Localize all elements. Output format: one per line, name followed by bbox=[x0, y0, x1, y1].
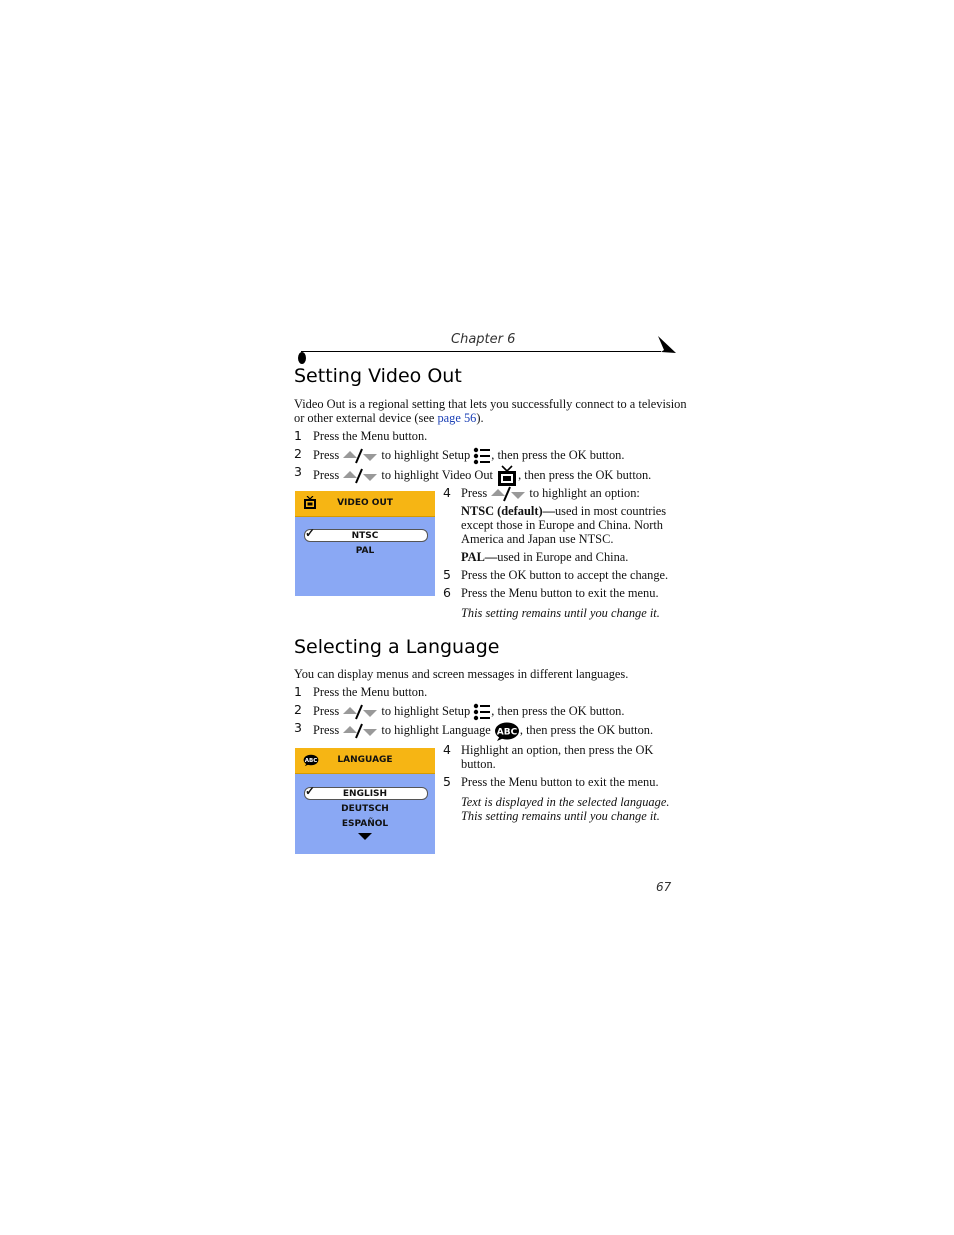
step-text bbox=[461, 743, 653, 771]
ntsc-text2: except those in Europe and China. North bbox=[461, 518, 663, 532]
step-mid: to highlight an option: bbox=[526, 486, 640, 500]
lcd-option-english[interactable]: ENGLISH bbox=[342, 789, 388, 799]
step-number: 5 bbox=[443, 774, 451, 789]
step-number: 1 bbox=[294, 684, 302, 699]
checkmark-icon: ✓ bbox=[305, 526, 316, 540]
step-number: 6 bbox=[443, 585, 451, 600]
lcd-option-pal[interactable]: PAL bbox=[355, 546, 375, 556]
step-number: 2 bbox=[294, 702, 302, 717]
step-text bbox=[313, 447, 624, 465]
step-post: , then press the OK button. bbox=[491, 703, 625, 718]
step-mid: to highlight Language bbox=[378, 722, 494, 737]
step-line2: button. bbox=[461, 757, 496, 771]
intro-line2-b: ). bbox=[476, 411, 484, 425]
pal-description bbox=[461, 550, 628, 564]
intro-line1: Video Out is a regional setting that lets you successfully connect to a television bbox=[294, 397, 687, 411]
chapter-label: Chapter 6 bbox=[451, 332, 516, 347]
step-text: Press the Menu button. bbox=[313, 429, 428, 443]
step-pre: Press bbox=[313, 467, 340, 482]
step-number: 4 bbox=[443, 742, 451, 757]
lcd-title: LANGUAGE bbox=[337, 755, 393, 765]
ntsc-text1: used in most countries bbox=[554, 504, 667, 518]
step-number: 3 bbox=[294, 464, 302, 479]
section-title-language: Selecting a Language bbox=[294, 636, 500, 658]
step-post: , then press the OK button. bbox=[518, 467, 652, 482]
note-line2: This setting remains until you change it. bbox=[461, 809, 660, 823]
lcd-option-deutsch[interactable]: DEUTSCH bbox=[341, 804, 389, 814]
pal-text: used in Europe and China. bbox=[497, 550, 629, 564]
header-rule bbox=[301, 351, 661, 352]
up-down-arrow-icon bbox=[490, 486, 526, 502]
intro-line2-a: or other external device (see bbox=[294, 411, 438, 425]
lcd-title: VIDEO OUT bbox=[337, 498, 393, 508]
step-text: Press the Menu button. bbox=[313, 685, 428, 699]
svg-text:ABC: ABC bbox=[496, 727, 518, 738]
setup-icon bbox=[473, 447, 491, 465]
video-out-lcd-screen bbox=[295, 491, 435, 596]
language-abc-icon bbox=[494, 721, 520, 741]
step-number: 4 bbox=[443, 485, 451, 500]
lcd-option-ntsc[interactable]: NTSC bbox=[351, 531, 379, 541]
step-pre: Press bbox=[313, 447, 340, 462]
pal-label: PAL— bbox=[461, 550, 498, 564]
step-number: 2 bbox=[294, 446, 302, 461]
video-out-note: This setting remains until you change it. bbox=[461, 606, 660, 620]
lcd-option-espanol[interactable]: ESPAÑOL bbox=[341, 819, 389, 829]
step-text: Press the OK button to accept the change. bbox=[461, 568, 669, 582]
step-pre: Press bbox=[313, 703, 340, 718]
step-post: , then press the OK button. bbox=[491, 447, 625, 462]
page-number: 67 bbox=[656, 880, 672, 894]
step-text bbox=[313, 465, 651, 487]
step-mid: to highlight Video Out bbox=[378, 467, 497, 482]
svg-text:ABC: ABC bbox=[304, 758, 318, 765]
language-lcd-screen bbox=[295, 748, 435, 854]
step-pre: Press bbox=[313, 722, 340, 737]
page-56-link[interactable]: page 56 bbox=[437, 411, 477, 425]
step-text bbox=[313, 703, 624, 721]
header-rule-dot bbox=[298, 352, 306, 364]
step-pre: Highlight an option, then press the OK bbox=[461, 743, 654, 757]
ntsc-text3: America and Japan use NTSC. bbox=[461, 532, 614, 546]
step-post: , then press the OK button. bbox=[519, 722, 654, 737]
step-text: Press the Menu button to exit the menu. bbox=[461, 775, 659, 789]
step-number: 1 bbox=[294, 428, 302, 443]
step-number: 3 bbox=[294, 720, 302, 735]
language-note bbox=[461, 795, 669, 823]
step-number: 5 bbox=[443, 567, 451, 582]
up-down-arrow-icon bbox=[342, 468, 378, 484]
video-out-icon bbox=[496, 465, 518, 487]
up-down-arrow-icon bbox=[342, 448, 378, 464]
section-title-video-out: Setting Video Out bbox=[294, 365, 462, 387]
video-out-intro bbox=[294, 397, 687, 425]
step-text bbox=[313, 721, 653, 741]
up-down-arrow-icon bbox=[342, 723, 378, 739]
step-text bbox=[461, 486, 640, 502]
header-arrow-icon bbox=[656, 335, 678, 355]
checkmark-icon: ✓ bbox=[305, 784, 316, 798]
step-mid: to highlight Setup bbox=[378, 447, 474, 462]
lcd-header bbox=[295, 491, 435, 517]
lcd-header bbox=[295, 748, 435, 774]
ntsc-label: NTSC (default)— bbox=[461, 504, 555, 518]
language-intro: You can display menus and screen messages in different languages. bbox=[294, 667, 629, 681]
note-line1: Text is displayed in the selected language. bbox=[461, 795, 670, 809]
up-down-arrow-icon bbox=[342, 704, 378, 720]
step-pre: Press bbox=[461, 486, 488, 500]
scroll-down-arrow-icon[interactable] bbox=[358, 833, 372, 841]
step-text: Press the Menu button to exit the menu. bbox=[461, 586, 659, 600]
setup-icon bbox=[473, 703, 491, 721]
ntsc-description bbox=[461, 504, 666, 546]
step-mid: to highlight Setup bbox=[378, 703, 474, 718]
